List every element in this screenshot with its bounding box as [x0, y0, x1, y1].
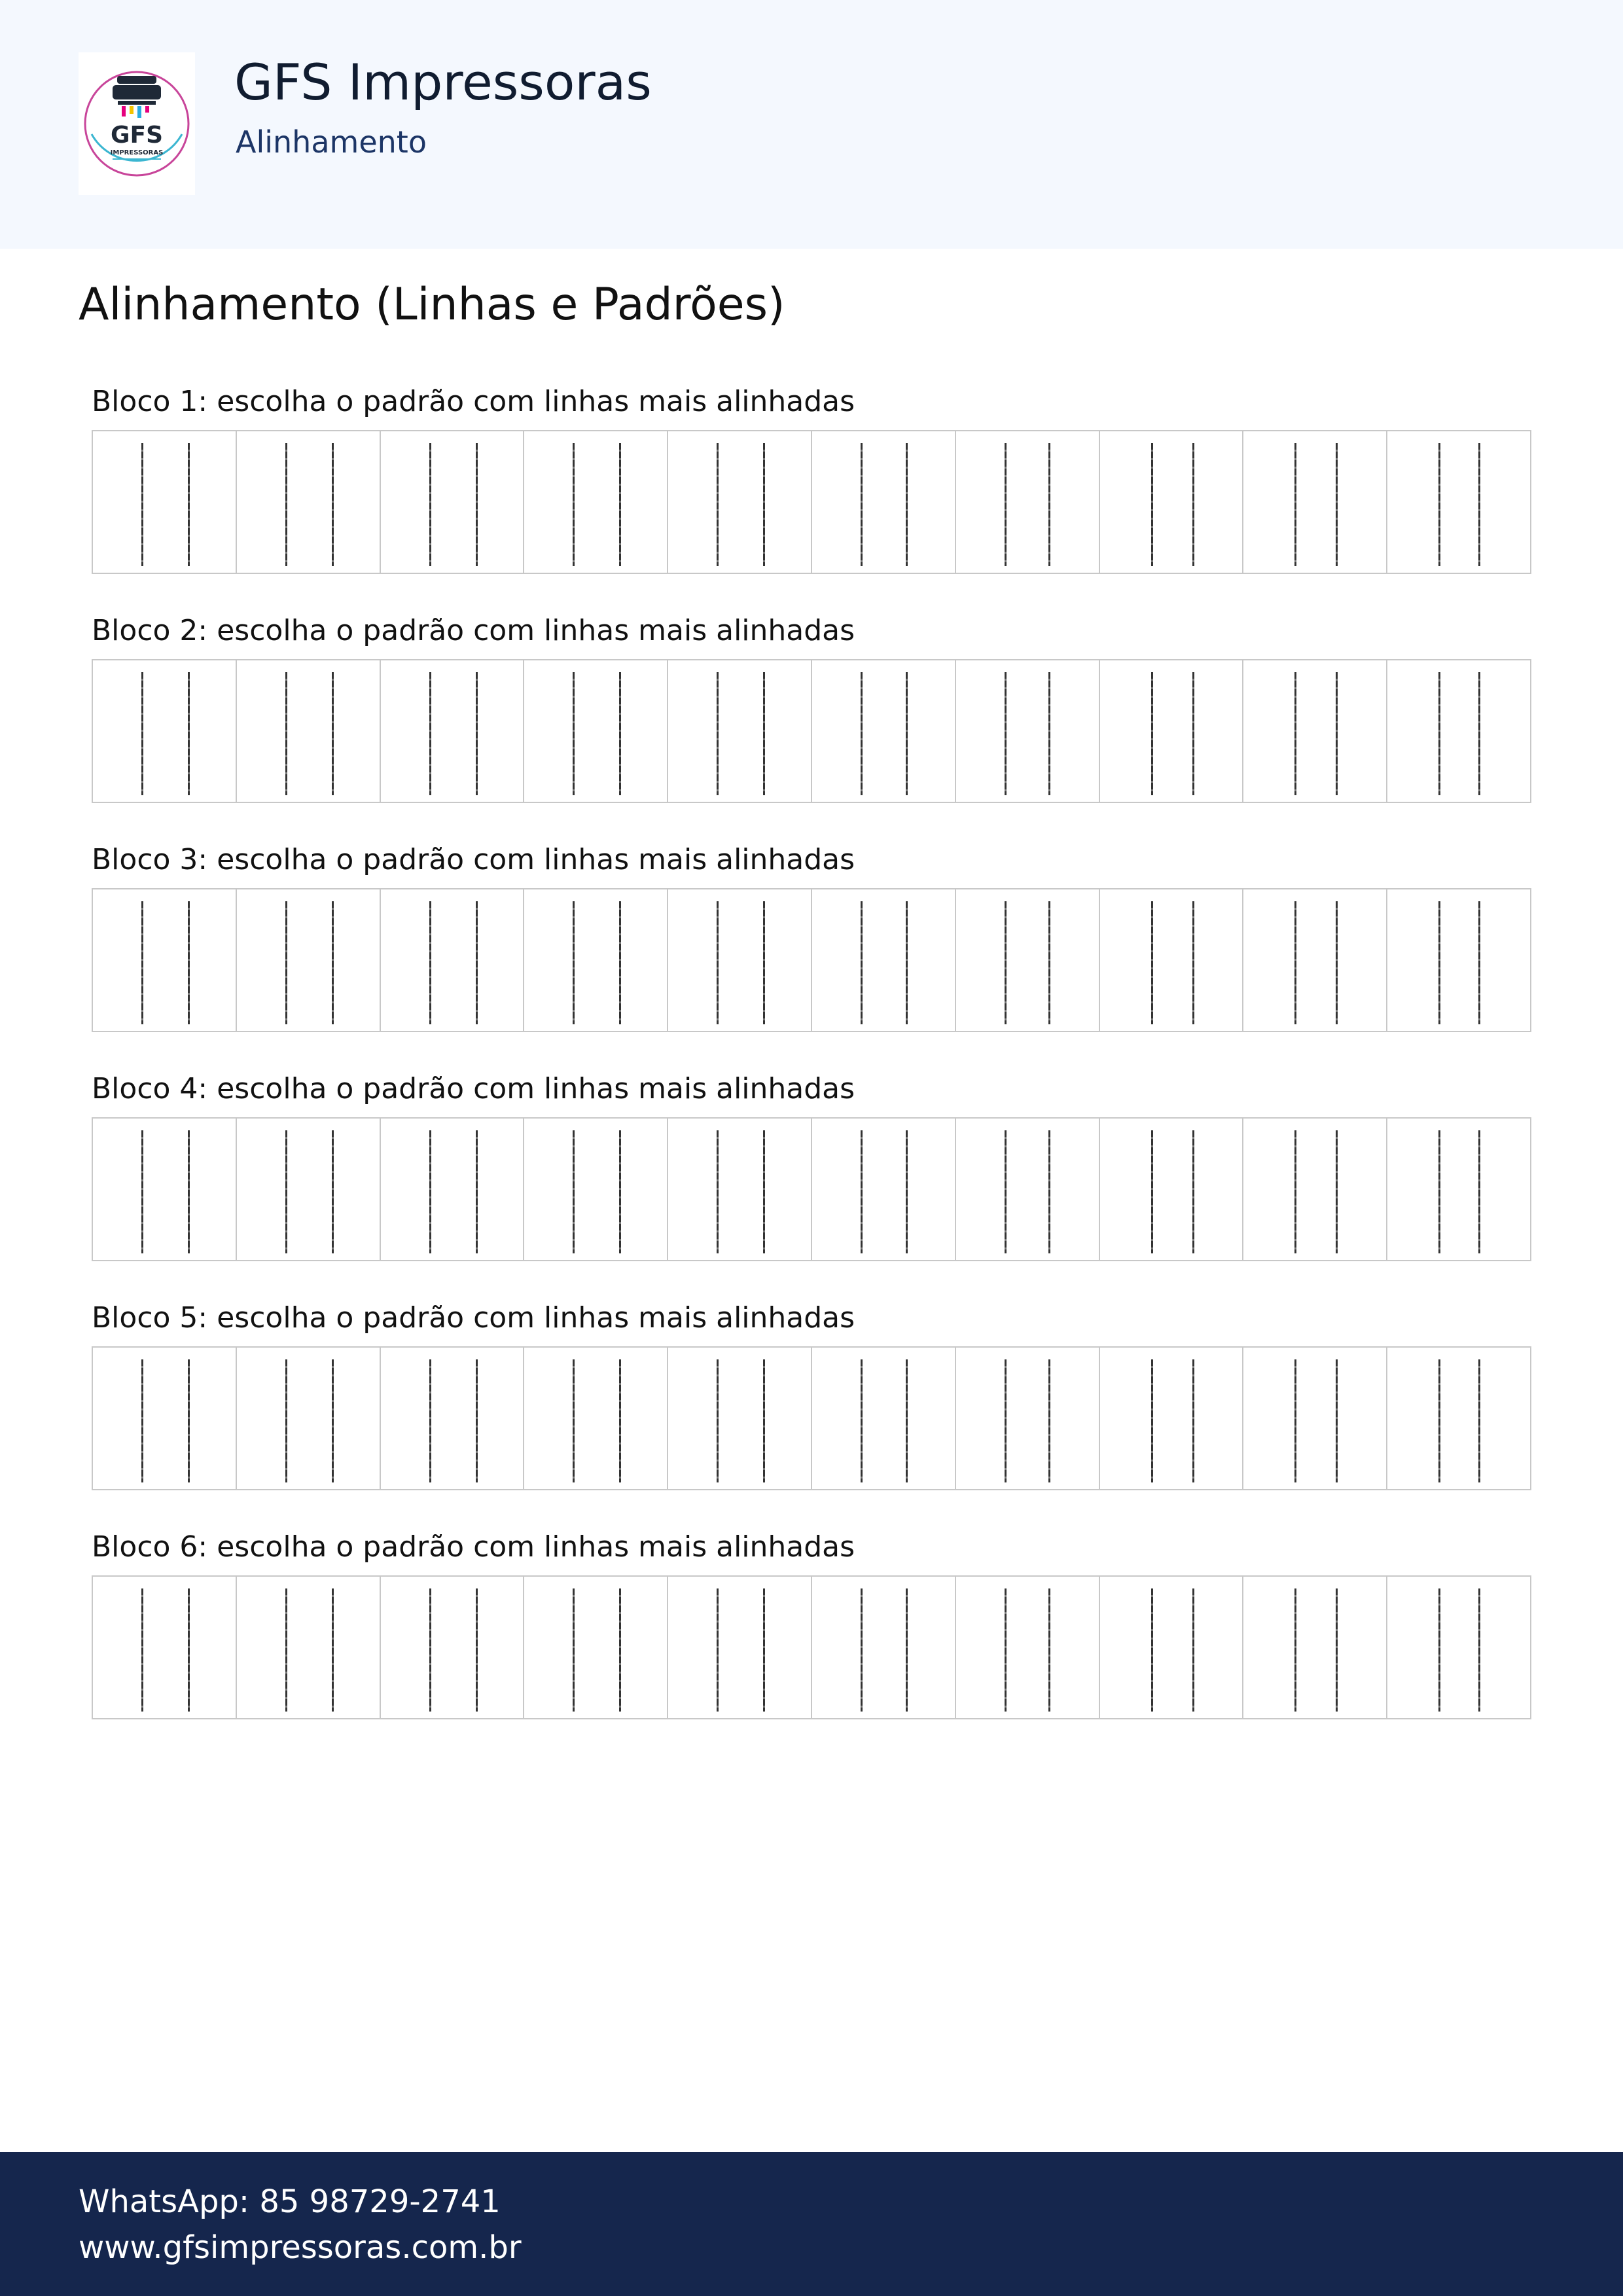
alignment-pattern — [1243, 1577, 1387, 1718]
alignment-line-right — [763, 1359, 765, 1482]
alignment-pattern — [812, 1348, 956, 1489]
alignment-pattern — [237, 1577, 381, 1718]
alignment-line-left — [141, 1359, 143, 1482]
alignment-line-left — [1005, 672, 1007, 795]
alignment-pattern — [1387, 1348, 1530, 1489]
alignment-line-right — [1048, 1588, 1050, 1712]
alignment-line-left — [141, 1588, 143, 1712]
alignment-line-right — [188, 901, 190, 1024]
alignment-line-left — [861, 443, 863, 566]
alignment-line-left — [1438, 1588, 1440, 1712]
alignment-pattern — [237, 1348, 381, 1489]
alignment-line-right — [476, 901, 478, 1024]
alignment-line-left — [1151, 1130, 1153, 1253]
svg-text:GFS: GFS — [110, 122, 164, 149]
alignment-line-right — [1478, 1130, 1480, 1253]
alignment-pattern — [956, 1577, 1100, 1718]
block-label: Bloco 3: escolha o padrão com linhas mais alinhadas — [92, 843, 855, 876]
page-title: Alinhamento (Linhas e Padrões) — [79, 279, 785, 331]
alignment-line-left — [861, 1588, 863, 1712]
alignment-pattern — [524, 1119, 668, 1260]
alignment-line-left — [573, 443, 575, 566]
alignment-line-right — [332, 1588, 334, 1712]
alignment-line-left — [1005, 443, 1007, 566]
alignment-pattern — [93, 1577, 237, 1718]
alignment-line-left — [141, 672, 143, 795]
alignment-pattern — [381, 431, 525, 573]
alignment-pattern — [812, 1577, 956, 1718]
alignment-line-right — [1048, 1130, 1050, 1253]
alignment-line-left — [1151, 672, 1153, 795]
alignment-line-left — [1294, 1130, 1296, 1253]
alignment-pattern — [93, 1348, 237, 1489]
alignment-pattern — [93, 889, 237, 1031]
alignment-pattern — [1100, 1119, 1244, 1260]
pattern-grid — [92, 1575, 1531, 1719]
alignment-line-left — [429, 901, 431, 1024]
alignment-pattern — [1387, 431, 1530, 573]
alignment-line-left — [1438, 901, 1440, 1024]
alignment-line-left — [285, 1588, 287, 1712]
block-label: Bloco 2: escolha o padrão com linhas mais alinhadas — [92, 614, 855, 647]
alignment-line-left — [1438, 672, 1440, 795]
brand-name: GFS Impressoras — [234, 53, 652, 111]
alignment-line-right — [1336, 1359, 1338, 1482]
alignment-pattern — [1100, 660, 1244, 802]
gfs-printer-logo-icon — [79, 52, 195, 195]
alignment-line-left — [429, 1130, 431, 1253]
alignment-line-right — [332, 1130, 334, 1253]
alignment-line-right — [1048, 1359, 1050, 1482]
alignment-line-left — [573, 672, 575, 795]
alignment-pattern — [812, 660, 956, 802]
alignment-line-right — [1192, 901, 1194, 1024]
alignment-line-left — [1438, 1359, 1440, 1482]
alignment-line-right — [906, 1130, 908, 1253]
alignment-line-right — [619, 1588, 621, 1712]
alignment-line-left — [1151, 1588, 1153, 1712]
block-label: Bloco 4: escolha o padrão com linhas mais alinhadas — [92, 1072, 855, 1105]
alignment-line-right — [188, 1130, 190, 1253]
alignment-line-right — [476, 1130, 478, 1253]
footer-whatsapp[interactable]: WhatsApp: 85 98729-2741 — [79, 2183, 501, 2220]
alignment-line-right — [1478, 901, 1480, 1024]
alignment-line-right — [619, 443, 621, 566]
alignment-line-right — [763, 1130, 765, 1253]
alignment-pattern — [1100, 1577, 1244, 1718]
alignment-pattern — [381, 1348, 525, 1489]
alignment-line-right — [906, 443, 908, 566]
alignment-pattern — [668, 1119, 812, 1260]
alignment-line-left — [429, 672, 431, 795]
alignment-line-left — [717, 1130, 719, 1253]
alignment-line-right — [619, 1130, 621, 1253]
alignment-line-left — [717, 672, 719, 795]
alignment-pattern — [1387, 889, 1530, 1031]
alignment-line-right — [1192, 1130, 1194, 1253]
alignment-pattern — [956, 889, 1100, 1031]
pattern-grid — [92, 659, 1531, 803]
alignment-line-right — [476, 672, 478, 795]
alignment-line-left — [861, 901, 863, 1024]
alignment-line-left — [1294, 1588, 1296, 1712]
alignment-line-right — [332, 901, 334, 1024]
alignment-line-left — [1005, 1588, 1007, 1712]
alignment-pattern — [668, 660, 812, 802]
alignment-line-right — [763, 443, 765, 566]
alignment-line-right — [188, 443, 190, 566]
alignment-line-left — [573, 1359, 575, 1482]
alignment-line-left — [717, 901, 719, 1024]
alignment-line-right — [332, 1359, 334, 1482]
alignment-line-left — [429, 1588, 431, 1712]
alignment-line-right — [1048, 672, 1050, 795]
alignment-line-right — [906, 1588, 908, 1712]
alignment-pattern — [956, 1348, 1100, 1489]
alignment-line-left — [285, 672, 287, 795]
svg-text:IMPRESSORAS: IMPRESSORAS — [110, 149, 164, 156]
block-label: Bloco 6: escolha o padrão com linhas mais alinhadas — [92, 1530, 855, 1564]
alignment-line-left — [1151, 1359, 1153, 1482]
alignment-line-right — [1336, 443, 1338, 566]
logo — [79, 52, 195, 195]
alignment-line-left — [1151, 901, 1153, 1024]
alignment-line-left — [1294, 443, 1296, 566]
alignment-line-left — [1438, 443, 1440, 566]
alignment-line-right — [763, 1588, 765, 1712]
alignment-pattern — [237, 431, 381, 573]
alignment-pattern — [668, 1577, 812, 1718]
alignment-pattern — [1387, 1119, 1530, 1260]
alignment-pattern — [381, 660, 525, 802]
alignment-line-right — [476, 443, 478, 566]
alignment-pattern — [668, 431, 812, 573]
alignment-line-right — [1192, 443, 1194, 566]
alignment-line-left — [1005, 1130, 1007, 1253]
alignment-line-left — [861, 672, 863, 795]
alignment-pattern — [812, 431, 956, 573]
alignment-line-right — [1478, 443, 1480, 566]
alignment-line-left — [1005, 901, 1007, 1024]
alignment-line-right — [1478, 1359, 1480, 1482]
alignment-pattern — [1243, 660, 1387, 802]
alignment-line-right — [1478, 1588, 1480, 1712]
alignment-pattern — [956, 431, 1100, 573]
alignment-pattern — [93, 431, 237, 573]
alignment-pattern — [812, 889, 956, 1031]
alignment-line-right — [1192, 1588, 1194, 1712]
alignment-line-right — [188, 672, 190, 795]
alignment-line-right — [1336, 1588, 1338, 1712]
alignment-line-left — [573, 901, 575, 1024]
header-subtitle: Alinhamento — [236, 124, 427, 160]
alignment-line-right — [1336, 672, 1338, 795]
alignment-pattern — [524, 889, 668, 1031]
alignment-line-right — [619, 672, 621, 795]
alignment-line-right — [1336, 1130, 1338, 1253]
alignment-pattern — [237, 660, 381, 802]
alignment-line-right — [476, 1359, 478, 1482]
alignment-line-left — [141, 901, 143, 1024]
alignment-line-right — [1048, 901, 1050, 1024]
alignment-line-right — [906, 672, 908, 795]
alignment-pattern — [524, 1348, 668, 1489]
pattern-grid — [92, 888, 1531, 1032]
alignment-pattern — [93, 1119, 237, 1260]
alignment-line-left — [429, 1359, 431, 1482]
alignment-pattern — [237, 889, 381, 1031]
alignment-line-left — [285, 1130, 287, 1253]
alignment-line-right — [1048, 443, 1050, 566]
alignment-pattern — [381, 1119, 525, 1260]
alignment-line-left — [141, 443, 143, 566]
alignment-line-left — [1294, 672, 1296, 795]
page-footer — [0, 2152, 1623, 2296]
alignment-pattern — [1243, 1119, 1387, 1260]
alignment-pattern — [93, 660, 237, 802]
alignment-pattern — [1243, 1348, 1387, 1489]
alignment-line-left — [573, 1130, 575, 1253]
alignment-line-right — [619, 901, 621, 1024]
alignment-line-left — [429, 443, 431, 566]
alignment-line-left — [717, 443, 719, 566]
alignment-line-right — [476, 1588, 478, 1712]
alignment-pattern — [524, 660, 668, 802]
alignment-pattern — [1100, 889, 1244, 1031]
alignment-line-left — [861, 1359, 863, 1482]
alignment-line-left — [1151, 443, 1153, 566]
alignment-pattern — [1243, 889, 1387, 1031]
block-label: Bloco 1: escolha o padrão com linhas mais alinhadas — [92, 385, 855, 418]
alignment-pattern — [812, 1119, 956, 1260]
alignment-pattern — [381, 1577, 525, 1718]
page-header — [0, 0, 1623, 249]
alignment-pattern — [956, 660, 1100, 802]
alignment-line-right — [188, 1359, 190, 1482]
alignment-line-right — [763, 672, 765, 795]
alignment-pattern — [1387, 1577, 1530, 1718]
pattern-grid — [92, 1346, 1531, 1490]
alignment-pattern — [381, 889, 525, 1031]
alignment-pattern — [1243, 431, 1387, 573]
alignment-pattern — [668, 889, 812, 1031]
alignment-pattern — [524, 431, 668, 573]
alignment-line-right — [906, 1359, 908, 1482]
alignment-pattern — [1100, 431, 1244, 573]
alignment-pattern — [1100, 1348, 1244, 1489]
alignment-pattern — [668, 1348, 812, 1489]
alignment-line-left — [861, 1130, 863, 1253]
alignment-line-right — [332, 443, 334, 566]
alignment-line-left — [141, 1130, 143, 1253]
alignment-line-right — [1192, 672, 1194, 795]
alignment-line-left — [1438, 1130, 1440, 1253]
pattern-grid — [92, 430, 1531, 574]
alignment-pattern — [237, 1119, 381, 1260]
alignment-line-left — [717, 1588, 719, 1712]
alignment-line-left — [1294, 1359, 1296, 1482]
alignment-line-left — [1005, 1359, 1007, 1482]
footer-website[interactable]: www.gfsimpressoras.com.br — [79, 2229, 522, 2266]
alignment-line-left — [285, 901, 287, 1024]
alignment-line-right — [188, 1588, 190, 1712]
alignment-line-left — [285, 1359, 287, 1482]
alignment-line-right — [1478, 672, 1480, 795]
alignment-pattern — [1387, 660, 1530, 802]
pattern-grid — [92, 1117, 1531, 1261]
alignment-line-right — [1192, 1359, 1194, 1482]
alignment-pattern — [524, 1577, 668, 1718]
alignment-line-left — [573, 1588, 575, 1712]
alignment-line-right — [619, 1359, 621, 1482]
alignment-line-right — [1336, 901, 1338, 1024]
alignment-line-right — [332, 672, 334, 795]
alignment-line-left — [1294, 901, 1296, 1024]
block-label: Bloco 5: escolha o padrão com linhas mais alinhadas — [92, 1301, 855, 1335]
alignment-line-left — [285, 443, 287, 566]
alignment-line-right — [763, 901, 765, 1024]
alignment-line-left — [717, 1359, 719, 1482]
alignment-line-right — [906, 901, 908, 1024]
alignment-pattern — [956, 1119, 1100, 1260]
